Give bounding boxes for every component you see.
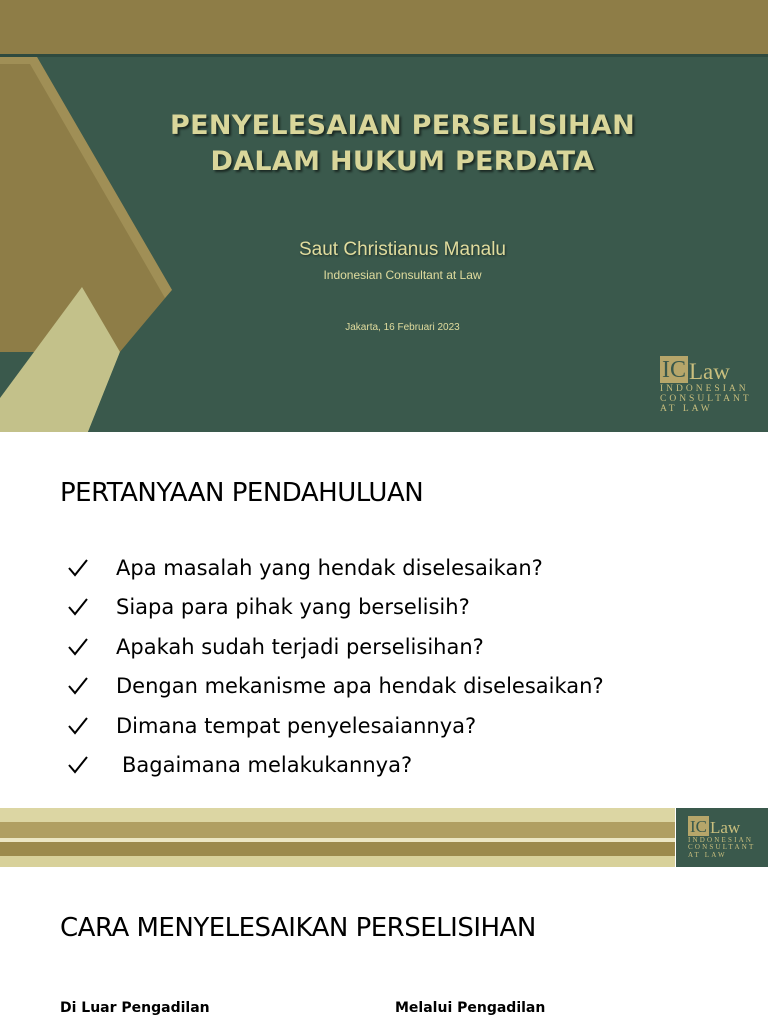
list-item xyxy=(68,627,604,667)
checkmark-icon xyxy=(68,677,116,695)
top-band xyxy=(0,0,768,54)
title-line-2: DALAM HUKUM PERDATA xyxy=(210,146,595,177)
column-heading-out-of-court: Di Luar Pengadilan xyxy=(60,1000,210,1016)
list-item-text: Apakah sudah terjadi perselisihan? xyxy=(116,634,484,659)
logo-ic-mark: IC xyxy=(662,357,686,383)
title-slide xyxy=(0,0,768,432)
list-item-text: Siapa para pihak yang berselisih? xyxy=(116,595,470,620)
slide-heading: CARA MENYELESAIKAN PERSELISIHAN xyxy=(60,913,536,943)
list-item xyxy=(68,548,604,588)
logo-sub-line: INDONESIAN xyxy=(688,836,754,844)
title-line-1: PENYELESAIAN PERSELISIHAN xyxy=(170,110,635,141)
list-item xyxy=(68,667,604,707)
list-item-text: Dengan mekanisme apa hendak diselesaikan? xyxy=(116,674,604,699)
list-item-text: Bagaimana melakukannya? xyxy=(122,753,413,778)
list-item xyxy=(68,588,604,628)
question-list xyxy=(68,548,604,785)
checkmark-icon xyxy=(68,559,116,577)
logo-sub-line: AT LAW xyxy=(688,850,727,859)
list-item xyxy=(68,746,604,786)
author-role: Indonesian Consultant at Law xyxy=(323,268,482,282)
column-heading-court: Melalui Pengadilan xyxy=(395,1000,546,1016)
presentation-date: Jakarta, 16 Februari 2023 xyxy=(345,322,460,333)
logo-ic-mark: IC xyxy=(690,817,707,836)
logo-subtitle xyxy=(660,385,752,415)
logo-sub-line: AT LAW xyxy=(660,403,713,414)
author-name: Saut Christianus Manalu xyxy=(299,239,506,260)
list-item-text: Apa masalah yang hendak diselesaikan? xyxy=(116,555,543,580)
iclaw-logo xyxy=(660,356,752,415)
list-item-text: Dimana tempat penyelesaiannya? xyxy=(116,713,477,738)
logo-sub-line: CONSULTANT xyxy=(688,843,756,852)
presentation-title xyxy=(100,108,705,180)
top-band-shadow xyxy=(0,54,768,57)
dispute-methods-slide xyxy=(0,867,768,1024)
checkmark-icon xyxy=(68,717,116,735)
decorative-shapes xyxy=(0,0,768,432)
checkmark-icon xyxy=(68,756,116,774)
footer-stripes xyxy=(0,808,675,867)
logo-sub-line: CONSULTANT xyxy=(660,393,752,404)
logo-law-text: Law xyxy=(710,818,741,837)
iclaw-logo xyxy=(688,816,755,859)
logo-sub-line: INDONESIAN xyxy=(660,384,749,394)
logo-subtitle xyxy=(688,837,755,859)
list-item xyxy=(68,706,604,746)
questions-slide xyxy=(0,432,768,867)
logo-law-text: Law xyxy=(689,359,730,384)
checkmark-icon xyxy=(68,638,116,656)
slide-heading: PERTANYAAN PENDAHULUAN xyxy=(60,478,424,508)
checkmark-icon xyxy=(68,598,116,616)
